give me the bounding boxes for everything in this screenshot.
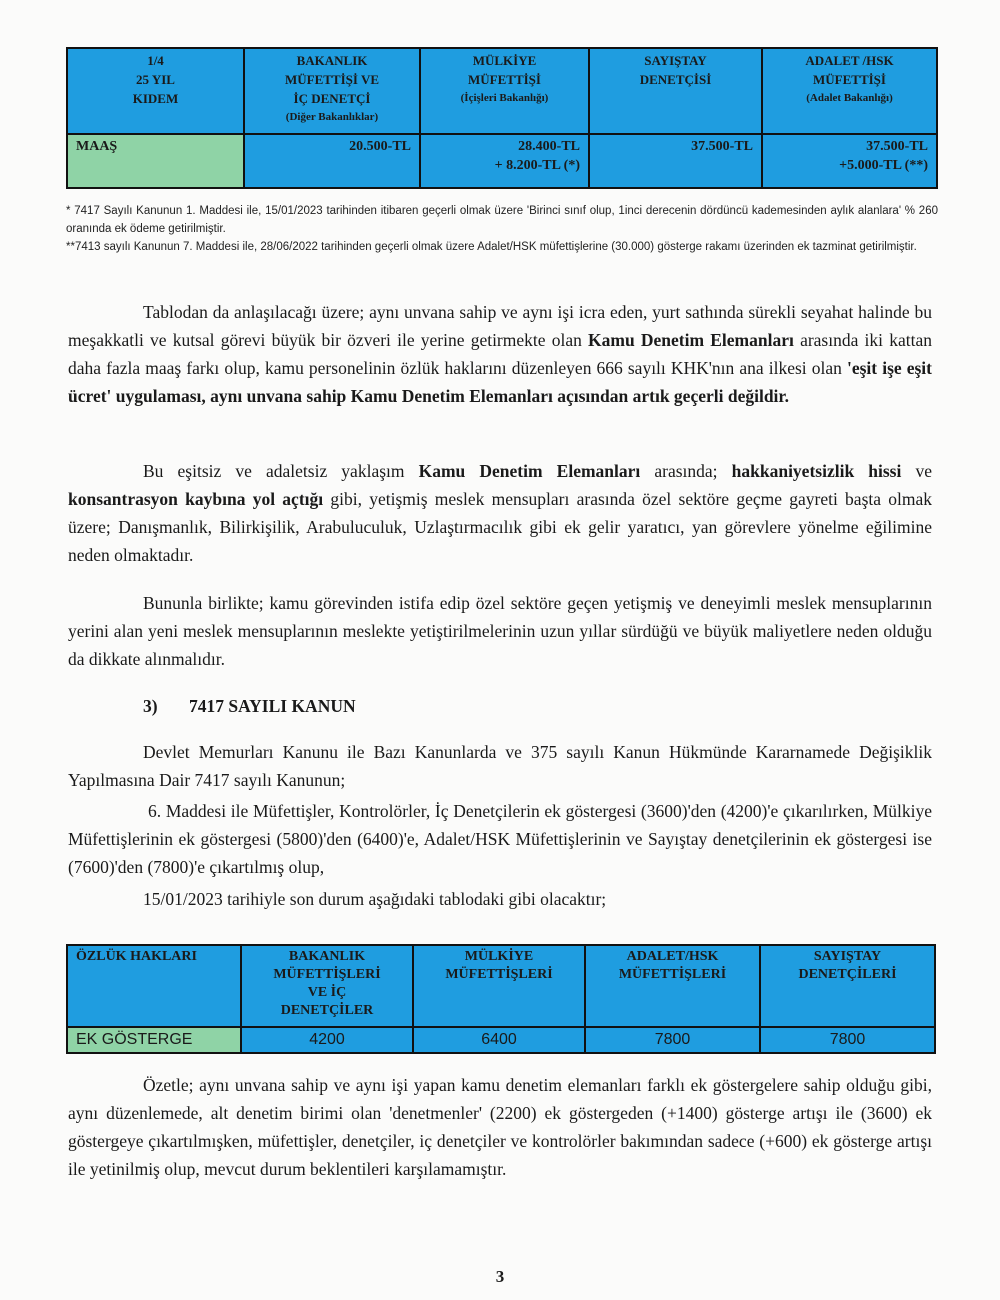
indicator-cell: 7800 (760, 1027, 935, 1053)
header-ministry-inspector: BAKANLIK MÜFETTİŞİ VE İÇ DENETÇİ (Diğer Bakanlıklar) (244, 48, 420, 134)
paragraph: 15/01/2023 tarihiyle son durum aşağıdaki tablodaki gibi olacaktır; (143, 889, 607, 909)
indicator-table (66, 944, 936, 1054)
indicator-table-header-row (67, 945, 935, 1027)
header-civil-inspector: MÜLKİYE MÜFETTİŞİ (İçişleri Bakanlığı) (420, 48, 589, 134)
footnote: **7413 sayılı Kanunun 7. Maddesi ile, 28/06/2022 tarihinden geçerli olmak üzere Adalet/HSK müfettişlerine (30.000) gösterge rakamı üzerinden ek tazminat getirilmiştir. (66, 241, 917, 253)
indicator-cell: 7800 (585, 1027, 760, 1053)
paragraph: Özetle; aynı unvana sahip ve aynı işi yapan kamu denetim elemanları farklı ek göstergelere sahip olduğu gibi, aynı düzenlemede, alt denetim birimi olan 'denetmenler' (2200) ek göstergeden (+1400) gösterge artışı ile (3600) ek göstergeye çıkartılmışken, müfettişler, denetçiler, iç denetçiler ve kontrolörler bakımından sadece (+600) ek gösterge artışı ile yetinilmiş olup, mevcut durum beklentileri karşılamamıştır. (68, 1075, 932, 1179)
paragraph: Bununla birlikte; kamu görevinden istifa edip özel sektöre geçen yetişmiş ve deneyimli meslek mensuplarının yerini alan yeni meslek mensuplarının meslekte yetiştirilmelerinin uzun yıllar sürdüğü ve büyük maliyetlere neden olduğu da dikkate alınmalıdır. (68, 593, 932, 669)
paragraph: Tablodan da anlaşılacağı üzere; aynı unvana sahip ve aynı işi icra eden, yurt sathında sürekli seyahat halinde bu meşakkatli ve kutsal görevi büyük bir özveri ile yerine getirmekte olan Kamu Denetim Elemanları arasında iki kattan daha fazla maaş farkı olup, kamu personelinin özlük haklarını düzenleyen 666 sayılı KHK'nın ana ilkesi olan 'eşit işe eşit ücret' uygulaması, aynı unvana sahip Kamu Denetim Elemanları açısından artık geçerli değildir. (68, 302, 932, 406)
paragraph: Bu eşitsiz ve adaletsiz yaklaşım Kamu Denetim Elemanları arasında; hakkaniyetsizlik hissi ve konsantrasyon kaybına yol açtığı gibi, yetişmiş meslek mensupları arasında özel sektöre geçme gayreti başta olmak üzere; Danışmanlık, Bilirkişilik, Arabuluculuk, Uzlaştırmacılık gibi ek gelir yaratıcı, yan görevlere yönelme eğilimine neden olmaktadır. (68, 461, 932, 565)
header-court-of-accounts-auditors: SAYIŞTAY DENETÇİLERİ (760, 945, 935, 1027)
salary-cell: 20.500-TL (244, 134, 420, 188)
footnotes (66, 202, 938, 256)
paragraph: 6. Maddesi ile Müfettişler, Kontrolörler, İç Denetçilerin ek göstergesi (3600)'den (4200)'e çıkarılırken, Mülkiye Müfettişlerinin ek göstergesi (5800)'den (6400)'e, Adalet/HSK Müfettişlerinin ve Sayıştay denetçilerinin ek göstergesi ise (7600)'den (7800)'e çıkartılmış olup, (68, 801, 932, 877)
header-court-of-accounts-auditor: SAYIŞTAY DENETÇİSİ (589, 48, 762, 134)
salary-cell: 37.500-TL +5.000-TL (**) (762, 134, 937, 188)
salary-row (67, 134, 937, 188)
section-number: 3) (143, 696, 158, 716)
footnote: * 7417 Sayılı Kanunun 1. Maddesi ile, 15/01/2023 tarihinden itibaren geçerli olmak üzere 'Birinci sınıf olup, 1inci derecenin dördüncü kademesinden aylık alanlara' % 260 oranında ek ödeme getirilmiştir. (66, 205, 938, 235)
header-ministry-inspectors: BAKANLIK MÜFETTİŞLERİ VE İÇ DENETÇİLER (241, 945, 413, 1027)
page-number: 3 (495, 1267, 505, 1286)
header-justice-inspector: ADALET /HSK MÜFETTİŞİ (Adalet Bakanlığı) (762, 48, 937, 134)
salary-cell: 37.500-TL (589, 134, 762, 188)
paragraph: Devlet Memurları Kanunu ile Bazı Kanunlarda ve 375 sayılı Kanun Hükmünde Kararnamede Değişiklik Yapılmasına Dair 7417 sayılı Kanunun; (68, 742, 932, 790)
header-personnel-rights: ÖZLÜK HAKLARI (67, 945, 241, 1027)
header-justice-inspectors: ADALET/HSK MÜFETTİŞLERİ (585, 945, 760, 1027)
salary-cell: 28.400-TL + 8.200-TL (*) (420, 134, 589, 188)
indicator-row (67, 1027, 935, 1053)
section-heading (143, 693, 356, 719)
salary-table (66, 47, 938, 189)
header-civil-inspectors: MÜLKİYE MÜFETTİŞLERİ (413, 945, 585, 1027)
header-seniority: 1/4 25 YIL KIDEM (67, 48, 244, 134)
indicator-cell: 4200 (241, 1027, 413, 1053)
indicator-cell: 6400 (413, 1027, 585, 1053)
section-title: 7417 SAYILI KANUN (189, 696, 356, 716)
salary-row-label: MAAŞ (67, 134, 244, 188)
indicator-row-label: EK GÖSTERGE (67, 1027, 241, 1053)
salary-table-header-row (67, 48, 937, 134)
